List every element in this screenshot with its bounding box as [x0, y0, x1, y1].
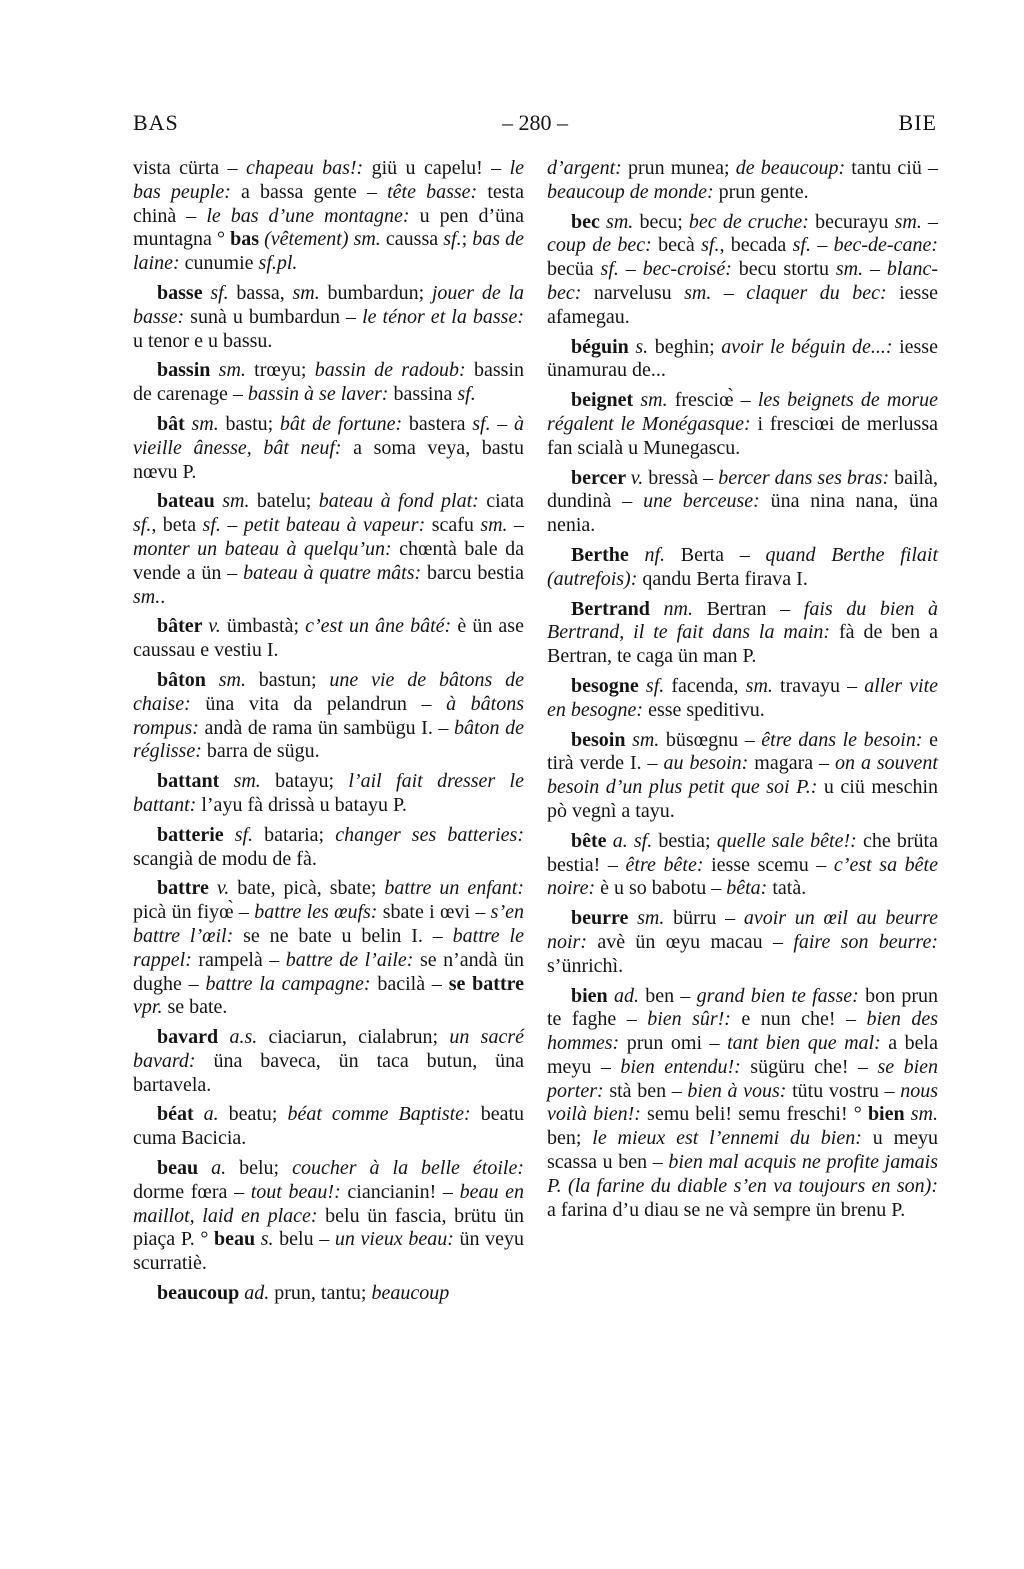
entry-beignet — [547, 389, 938, 460]
entry-battant — [133, 770, 524, 818]
text-run: a soma veya, bastu nœvu P. — [133, 436, 524, 483]
italic-run: ad. — [613, 984, 646, 1007]
text-run: vista cürta – — [133, 157, 246, 179]
guide-word-right: BIE — [898, 110, 937, 135]
italic-run: sm. — [133, 585, 161, 608]
text-run: – — [514, 514, 524, 537]
italic-run: fais du bien à Bertrand, il te fait dans la main: — [547, 597, 938, 644]
text-run: beatu cuma Bacicia. — [133, 1103, 524, 1150]
text-run: büsœgnu – — [665, 728, 762, 751]
text-run: becu stortu — [738, 258, 836, 281]
text-run: prun gente. — [718, 180, 809, 203]
headword: bâter — [157, 615, 209, 638]
italic-run: bât de fortune: — [279, 412, 409, 435]
italic-run: petit bateau à vapeur: — [243, 514, 432, 537]
italic-run: de beaucoup: — [735, 157, 852, 179]
italic-run: quelle sale bête!: — [716, 829, 863, 852]
text-run: , beta — [151, 514, 203, 537]
text-run: batayu; — [275, 770, 349, 793]
italic-run: sf. — [210, 281, 237, 304]
text-run: bacilà – — [377, 972, 449, 995]
italic-run: sm. — [894, 210, 928, 233]
italic-run: bec de cruche: — [688, 210, 816, 233]
text-run: bassa, — [236, 281, 293, 304]
italic-run: coup de bec: — [547, 234, 659, 257]
text-run: magara – — [754, 752, 835, 775]
italic-run: sm. — [640, 389, 675, 412]
italic-run: nous voilà bien!: — [547, 1079, 938, 1126]
text-run: a bassa gente – — [241, 180, 388, 203]
italic-run: sm. — [222, 490, 257, 513]
text-run: ciancianin! – — [347, 1180, 460, 1203]
italic-run: sm. — [218, 359, 255, 382]
headword: bâton — [157, 668, 219, 691]
headword: beurre — [571, 907, 638, 930]
text-run: – — [625, 258, 643, 281]
text-run: becurayu — [815, 210, 895, 233]
headword: bien — [571, 984, 614, 1007]
italic-run: beaucoup — [371, 1282, 450, 1305]
text-run: ün veyu scurratiè. — [133, 1228, 525, 1275]
italic-run: monter un bateau à quelqu’un: — [133, 537, 400, 560]
headword: besogne — [571, 674, 646, 697]
text-run: qandu Berta firava I. — [642, 567, 808, 590]
text-run: – — [723, 281, 747, 304]
italic-run: nm. — [663, 597, 707, 620]
text-run: bressà – — [648, 466, 719, 489]
italic-run: bercer dans ses bras: — [718, 466, 895, 489]
text-run: becu; — [639, 210, 689, 233]
italic-run: aller vite en besogne: — [547, 674, 939, 721]
italic-run: chapeau bas!: — [245, 157, 372, 179]
italic-run: beau en maillot, laid en place: — [133, 1180, 525, 1227]
headword: beau — [157, 1157, 212, 1180]
text-run: bailà, dundinà – — [547, 466, 938, 513]
italic-run: on a souvent besoin d’un plus petit que soi P.: — [547, 752, 938, 799]
italic-run: une vie de bâtons de chaise: — [133, 668, 524, 715]
text-run: belu ün fascia, brütu ün piaça P. ° — [133, 1204, 524, 1251]
text-run: iesse scemu – — [711, 853, 834, 876]
italic-run: sf. — [234, 823, 265, 846]
text-run: iesse afamegau. — [547, 281, 938, 328]
text-run: tantu ciü – — [851, 157, 938, 179]
text-run: travayu – — [780, 674, 865, 697]
italic-run: bien à vous: — [687, 1079, 793, 1102]
italic-run: avoir le béguin de...: — [721, 335, 900, 358]
entry-bas — [133, 157, 524, 276]
italic-run: sm. — [233, 770, 276, 793]
text-run: ben – — [645, 984, 697, 1007]
text-run: – — [870, 258, 887, 281]
text-run: batelu; — [256, 490, 319, 513]
text-run: andà de rama ün sambügu I. – — [204, 716, 454, 739]
italic-run: sm. — [632, 728, 666, 751]
entry-bassin — [133, 359, 524, 407]
italic-run: sf. — [443, 228, 462, 251]
italic-run: jouer de la basse: — [133, 281, 525, 328]
text-run: bastera — [408, 412, 473, 435]
text-run: ben; — [547, 1127, 593, 1150]
text-run: bürru – — [673, 907, 744, 930]
text-run: ciaciarun, cialabrun; — [268, 1026, 450, 1049]
text-run: facenda, — [671, 674, 746, 697]
text-run: tatà. — [772, 877, 807, 900]
text-run: testa chinà – — [133, 180, 524, 227]
text-run: , becada — [719, 234, 793, 257]
text-run: . — [160, 585, 166, 608]
text-run: Bertran – — [706, 597, 804, 620]
headword: basse — [157, 281, 211, 304]
italic-run: tant bien que mal: — [727, 1032, 889, 1055]
italic-run: s. — [260, 1228, 280, 1251]
text-run: se ne bate u belin I. – — [243, 924, 453, 947]
text-run: rampelà – — [198, 948, 286, 971]
text-run: esse speditivu. — [648, 698, 765, 721]
entry-bercer — [547, 467, 938, 538]
text-run: semu beli! semu freschi! ° — [647, 1103, 868, 1126]
text-run: scangià de modu de fà. — [133, 847, 317, 870]
italic-run: battre les œufs: — [254, 901, 383, 924]
text-run: bastun; — [258, 668, 330, 691]
text-run: üna baveca, ün taca butun, üna bartavela. — [133, 1049, 524, 1096]
italic-run: vpr. — [133, 996, 168, 1019]
entry-bec — [547, 211, 938, 330]
text-run: a farina d’u diau se ne và sempre ün brenu P. — [547, 1198, 906, 1221]
italic-run: c’est sa bête noire: — [547, 853, 938, 900]
italic-run: bas de laine: — [133, 228, 525, 275]
italic-run: nf. — [644, 543, 681, 566]
italic-run: grand bien te fasse: — [696, 984, 866, 1007]
italic-run: sm. — [191, 412, 226, 435]
text-run: iesse ünamurau de... — [547, 335, 938, 382]
headword: bien — [867, 1103, 911, 1126]
italic-run: a. — [203, 1103, 229, 1126]
italic-run: sf. — [792, 234, 818, 257]
text-run: belu – — [279, 1228, 335, 1251]
italic-run: faire son beurre: — [793, 930, 939, 953]
page-number: – 280 – — [502, 110, 568, 135]
text-run: sbate i œvi – — [382, 901, 491, 924]
italic-run: un vieux beau: — [334, 1228, 460, 1251]
italic-run: ad. — [244, 1282, 275, 1305]
headword: battre — [157, 877, 217, 900]
italic-run: être dans le besoin: — [761, 728, 930, 751]
italic-run: bien entendu!: — [620, 1055, 751, 1078]
text-run: Berta – — [680, 543, 766, 566]
headword: bas — [230, 228, 265, 251]
headword: bête — [571, 829, 613, 852]
text-run: ciata — [486, 490, 524, 513]
headword: bavard — [157, 1026, 230, 1049]
headword: bateau — [157, 490, 223, 513]
italic-run: v. — [208, 615, 227, 638]
entry-bertrand — [547, 598, 938, 669]
italic-run: sf.pl. — [258, 252, 298, 275]
italic-run: d’argent: — [547, 157, 628, 179]
text-run: u tenor e u bassu. — [133, 329, 273, 352]
text-run: e nun che! – — [741, 1008, 867, 1031]
italic-run: sf. — [701, 234, 720, 257]
entry-batterie — [133, 824, 524, 872]
italic-run: sm. — [745, 674, 781, 697]
running-head — [133, 110, 937, 140]
italic-run: bateau à quatre mâts: — [243, 561, 428, 584]
text-run: ; — [461, 228, 473, 251]
italic-run: battre un enfant: — [384, 877, 524, 900]
text-run: – — [817, 234, 834, 257]
entry-b-ton — [133, 669, 524, 764]
entry-b-te — [547, 830, 938, 901]
entry-berthe — [547, 544, 938, 592]
entry-besogne — [547, 675, 938, 723]
italic-run: sf. — [600, 258, 626, 281]
italic-run: bâton de réglisse: — [133, 716, 524, 763]
text-run: prun, tantu; — [274, 1282, 372, 1305]
italic-run: bien des hommes: — [547, 1008, 939, 1055]
italic-run: battre de l’aile: — [285, 948, 420, 971]
italic-run: sm. — [910, 1103, 938, 1126]
headword: béat — [157, 1103, 204, 1126]
text-run: bastu; — [225, 412, 280, 435]
italic-run: v. — [630, 466, 649, 489]
entry-bien — [547, 985, 938, 1223]
italic-run: bien mal acquis ne profite jamais P. (la farine du diable s’en va toujours en son): — [547, 1151, 938, 1197]
text-run: üna nina nana, üna nenia. — [547, 490, 938, 537]
text-run: fà de ben a Bertran, te caga ün man P. — [547, 621, 939, 668]
text-column-left — [133, 157, 524, 1306]
text-run: prun munea; — [627, 157, 736, 179]
headword: battant — [157, 770, 234, 793]
text-run: dorme fœra – — [133, 1180, 251, 1203]
text-run: sügüru che! – — [750, 1055, 878, 1078]
text-run: se n’andà ün dughe – — [133, 948, 524, 995]
text-run: scafu — [431, 514, 481, 537]
entry-b-guin — [547, 336, 938, 384]
entry-bateau — [133, 490, 524, 609]
italic-run: sm. — [637, 907, 674, 930]
text-run: fresciœ̀ – — [674, 389, 758, 412]
text-run: e tirà verde I. – — [547, 728, 938, 775]
entry-battre — [133, 877, 524, 1020]
entry-beau — [133, 1157, 524, 1276]
italic-run: les beignets de morue régalent le Monégasque: — [547, 389, 939, 435]
text-run: chœntà bale da vende a ün – — [133, 537, 524, 584]
italic-run: sm. — [218, 668, 259, 691]
italic-run: battre la campagne: — [205, 972, 378, 995]
text-run: che brüta bestia! – — [547, 829, 938, 876]
italic-run: v. — [216, 877, 238, 900]
text-run: tütu vostru – — [792, 1079, 901, 1102]
italic-run: s’en battre l’œil: — [133, 901, 524, 947]
text-run: barra de sügu. — [206, 740, 320, 763]
text-run: – — [497, 412, 514, 435]
text-run: bassin de carenage – — [133, 359, 524, 406]
text-run: bon prun te faghe – — [547, 984, 938, 1031]
italic-run: a. — [211, 1157, 240, 1180]
italic-run: avoir un œil au beurre noir: — [547, 907, 938, 953]
italic-run: être bête: — [625, 853, 712, 876]
headword: Bertrand — [571, 597, 664, 620]
italic-run: le mieux est l’ennemi du bien: — [592, 1127, 873, 1150]
text-column-right — [547, 157, 938, 1222]
text-run: l’ayu fà drissà u batayu P. — [201, 793, 407, 816]
italic-run: au besoin: — [663, 752, 755, 775]
headword: se battre — [448, 972, 524, 995]
text-run: bataria; — [264, 823, 336, 846]
text-run: narvelusu — [593, 281, 685, 304]
text-run: picà ün fiyœ̀ – — [133, 901, 255, 924]
entry-beurre — [547, 907, 938, 978]
italic-run: blanc-bec: — [547, 258, 939, 304]
italic-run: une berceuse: — [643, 490, 771, 513]
entry-b-at — [133, 1103, 524, 1151]
entry-basse — [133, 282, 524, 353]
italic-run: sm. — [835, 258, 871, 281]
text-run: bumbardun; — [327, 281, 432, 304]
headword: bec — [571, 210, 607, 233]
italic-run: le ténor et la basse: — [362, 305, 524, 328]
headword: Berthe — [571, 543, 645, 566]
text-run: sunà u bumbardun – — [190, 305, 363, 328]
italic-run: beaucoup de monde: — [547, 180, 719, 203]
italic-run: bec-de-cane: — [833, 234, 939, 257]
italic-run: tout beau!: — [250, 1180, 348, 1203]
italic-run: tête basse: — [387, 180, 488, 203]
italic-run: s. — [635, 335, 655, 358]
text-run: se bate. — [167, 996, 228, 1019]
text-run: i fresciœi de merlussa fan scialà u Munegascu. — [547, 412, 938, 459]
text-run: beghin; — [654, 335, 722, 358]
entry-beaucoup — [133, 1282, 524, 1306]
italic-run: bec-croisé: — [642, 258, 739, 281]
italic-run: se bien porter: — [547, 1055, 939, 1102]
text-run: caussa — [385, 228, 444, 251]
italic-run: bien sûr!: — [647, 1008, 742, 1031]
text-run: barcu bestia — [427, 561, 524, 584]
italic-run: sf. — [202, 514, 228, 537]
text-run: – — [227, 514, 244, 537]
italic-run: béat comme Baptiste: — [287, 1103, 481, 1126]
text-run: ümbastà; — [226, 615, 306, 638]
headword: bât — [157, 412, 192, 435]
text-run: u meyu scassa u ben – — [547, 1127, 938, 1174]
italic-run: sf. — [457, 383, 476, 406]
italic-run: a. sf. — [612, 829, 659, 852]
text-run: u pen d’üna muntagna ° — [133, 204, 524, 251]
italic-run: à bâtons rompus: — [133, 692, 524, 739]
italic-run: c’est un âne bâté: — [305, 615, 458, 638]
italic-run: sm. — [606, 210, 640, 233]
headword: besoin — [571, 728, 633, 751]
text-run: è ün ase caussau e vestiu I. — [133, 615, 524, 662]
text-run: giü u capelu! – — [371, 157, 510, 179]
italic-run: un sacré bavard: — [133, 1026, 524, 1072]
italic-run: bassin à se laver: — [247, 383, 394, 406]
headword: beignet — [571, 389, 641, 412]
italic-run: sf. — [645, 674, 672, 697]
italic-run: (vêtement) sm. — [264, 228, 386, 251]
italic-run: l’ail fait dresser le battant: — [133, 770, 524, 816]
headword: beau — [213, 1228, 261, 1251]
text-run: becüa — [547, 258, 601, 281]
italic-run: le bas d’une montagne: — [206, 204, 420, 227]
italic-run: sm. — [292, 281, 328, 304]
italic-run: bassin de radoub: — [314, 359, 474, 382]
text-run: bassina — [393, 383, 458, 406]
italic-run: sf. — [472, 412, 498, 435]
italic-run: battre le rappel: — [133, 924, 524, 971]
text-run: – — [927, 210, 938, 233]
text-run: s’ünrichì. — [547, 954, 624, 977]
italic-run: quand Berthe filait (autrefois): — [547, 543, 938, 590]
guide-word-left: BAS — [133, 110, 179, 135]
entry-besoin — [547, 729, 938, 824]
text-run: trœyu; — [254, 359, 315, 382]
headword: bercer — [571, 466, 631, 489]
entry-b-ter — [133, 615, 524, 663]
text-run: a bela meyu – — [547, 1032, 938, 1078]
italic-run: à vieille ânesse, bât neuf: — [133, 412, 524, 459]
text-run: u ciü meschin pò vegnì a tayu. — [547, 776, 939, 822]
italic-run: le bas peuple: — [133, 157, 525, 203]
text-run: beatu; — [228, 1103, 288, 1126]
text-run: bate, picà, sbate; — [237, 877, 385, 900]
headword: béguin — [571, 335, 636, 358]
text-run: belu; — [239, 1157, 293, 1180]
italic-run: sm. — [480, 514, 514, 537]
italic-run: coucher à la belle étoile: — [292, 1157, 525, 1180]
italic-run: sm. — [684, 281, 724, 304]
text-run: avè ün œyu macau – — [597, 930, 794, 953]
headword: beaucoup — [157, 1282, 245, 1305]
text-run: üna vita da pelandrun – — [205, 692, 447, 715]
text-run: prun omi – — [626, 1032, 728, 1055]
text-run: bestia; — [658, 829, 717, 852]
text-run: cunumie — [184, 252, 259, 275]
italic-run: claquer du bec: — [746, 281, 900, 304]
entry-continuation — [547, 157, 938, 205]
italic-run: bêta: — [726, 877, 773, 900]
text-run: è u so babotu – — [600, 877, 727, 900]
italic-run: bateau à fond plat: — [318, 490, 487, 513]
text-run: becà — [658, 234, 702, 257]
entry-bavard — [133, 1026, 524, 1097]
text-run: stà ben – — [609, 1079, 688, 1102]
headword: batterie — [157, 823, 235, 846]
italic-run: changer ses batteries: — [335, 823, 524, 846]
entry-b-t — [133, 413, 524, 484]
headword: bassin — [157, 359, 219, 382]
italic-run: sf. — [133, 514, 152, 537]
italic-run: a.s. — [229, 1026, 269, 1049]
